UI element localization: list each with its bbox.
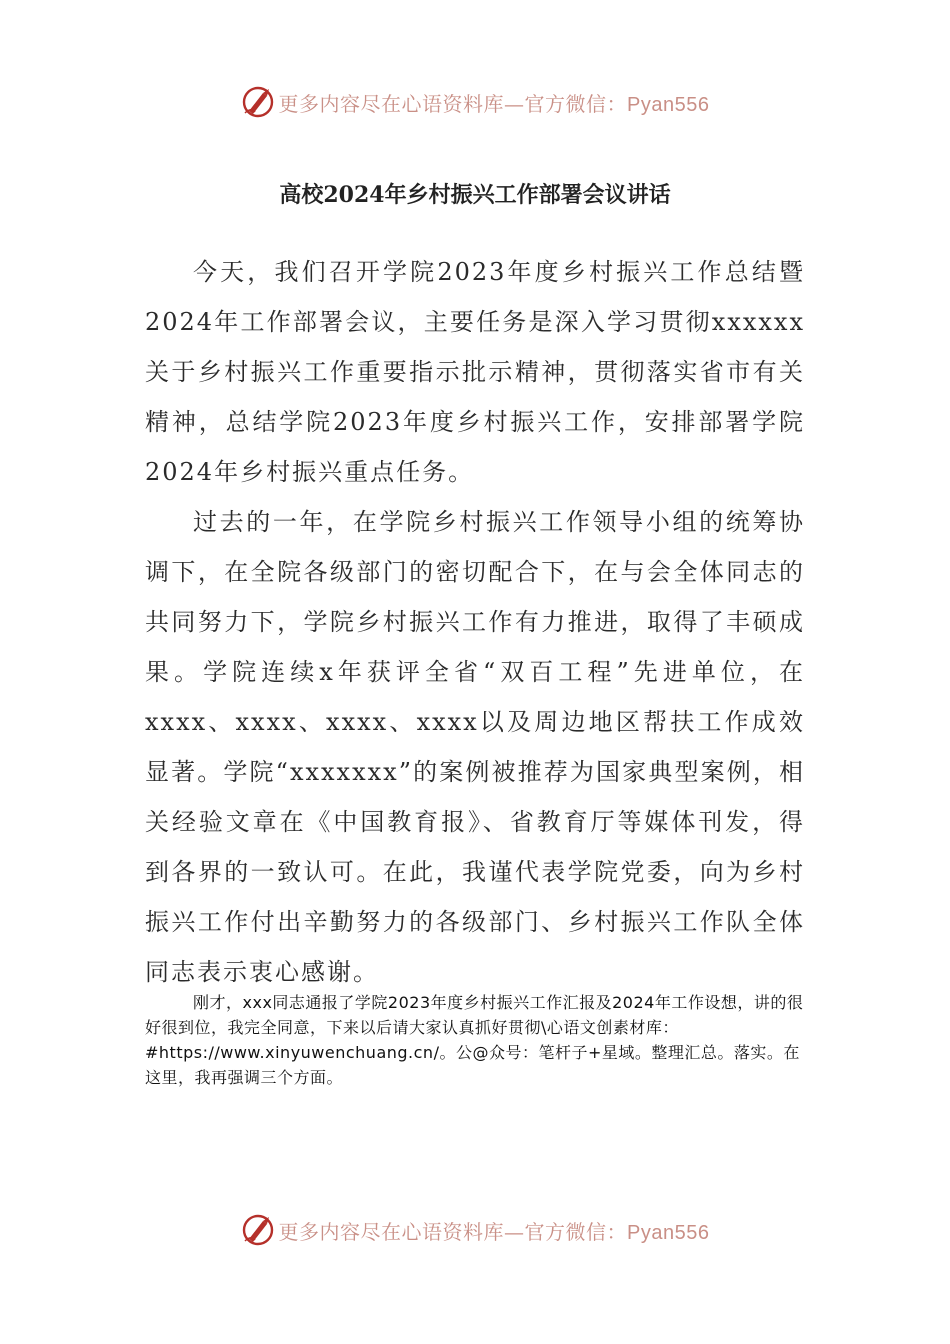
paragraph-1: 今天，我们召开学院2023年度乡村振兴工作总结暨2024年工作部署会议，主要任务是深入学习贯彻xxxxxx关于乡村振兴工作重要指示批示精神，贯彻落实省市有关精神，总结学院2023年度乡村振兴工作，安排部署学院2024年乡村振兴重点任务。 (145, 258, 805, 486)
banner-wechat: 官方微信：Pyan556 (524, 1221, 710, 1244)
pen-logo-icon (241, 85, 275, 119)
header-banner (0, 82, 950, 122)
banner-site-name: 更多内容尽在心语资料库 (278, 1219, 505, 1244)
document-title: 高校2024年乡村振兴工作部署会议讲话 (279, 182, 671, 208)
paragraph-2: 过去的一年，在学院乡村振兴工作领导小组的统筹协调下，在全院各级部门的密切配合下，在与会全体同志的共同努力下，学院乡村振兴工作有力推进，取得了丰硕成果。学院连续x年获评全省“双百工程”先进单位，在xxxx、xxxx、xxxx、xxxx以及周边地区帮扶工作成效显著。学院“xxxxxxx”的案例被推荐为国家典型案例，相关经验文章在《中国教育报》、省教育厅等媒体刊发，得到各界的一致认可。在此，我谨代表学院党委，向为乡村振兴工作付出辛勤努力的各级部门、乡村振兴工作队全体同志表示衷心感谢。 (145, 508, 805, 986)
small-paragraph: 刚才，xxx同志通报了学院2023年度乡村振兴工作汇报及2024年工作设想，讲的很好很到位，我完全同意，下来以后请大家认真抓好贯彻\心语文创素材库：#https://www.xinyuwenchuang.cn/。公@众号：笔杆子+星域。整理汇总。落实。在这里，我再强调三个方面。 (145, 993, 804, 1087)
banner-wechat: 官方微信：Pyan556 (524, 93, 710, 116)
banner-text (279, 1216, 710, 1245)
banner-separator: — (504, 91, 525, 116)
footer-banner (0, 1210, 950, 1250)
pen-logo-icon (241, 1213, 275, 1247)
banner-text (279, 88, 710, 117)
banner-separator: — (504, 1219, 525, 1244)
banner-site-name: 更多内容尽在心语资料库 (278, 91, 505, 116)
document-body (145, 247, 805, 997)
